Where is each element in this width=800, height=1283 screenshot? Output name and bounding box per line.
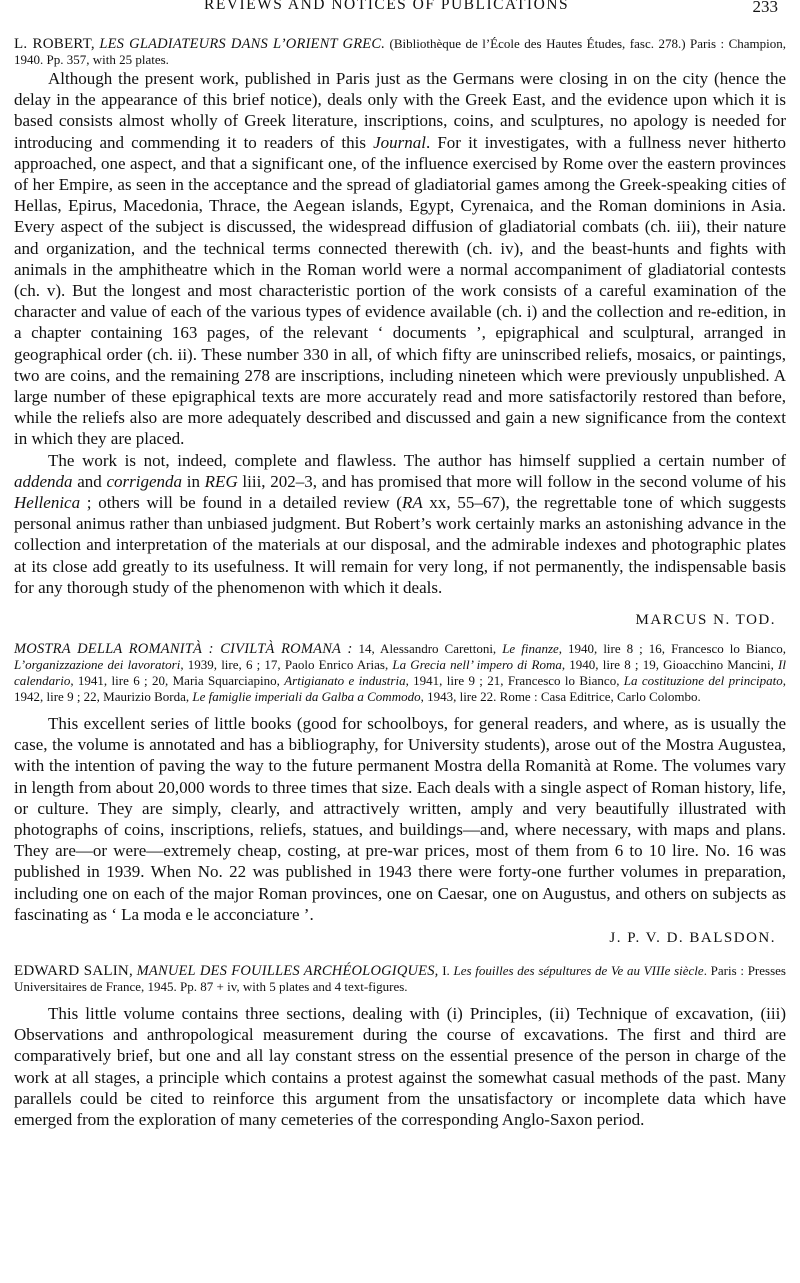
book-author: EDWARD SALIN, — [14, 963, 133, 979]
review-paragraph: This excellent series of little books (good for schoolboys, for general readers, and where, as is usually the case, the volume is annotated and has a bibliography, for University students), arose out of the Mostra Augustea, with the intention of paving the way to the future permanent Mostra della Romanità at Rome. The volumes vary in length from about 20,000 words to three times that size. Each deals with a single aspect of Roman history, life, or culture. They are simply, clearly, and attractively written, amply and very beautifully illustrated with photographs of coins, inscriptions, reliefs, statues, and buildings—and, where necessary, with maps and plans. They are—or were—extremely cheap, costing, at pre-war prices, most of them from 6 to 10 lire. No. 16 was published in 1939. When No. 22 was published in 1943 there were forty-one further volumes in preparation, including one on each of the major Roman provinces, one on Caesar, one on Augustus, and others on subjects as fascinating as ‘ La moda e le acconciature ’. — [14, 714, 786, 924]
series-title: MOSTRA DELLA ROMANITÀ : CIVILTÀ ROMANA : — [14, 641, 353, 657]
reviewer-signature: MARCUS N. TOD. — [635, 612, 776, 628]
book-subtitle: Les fouilles des sépultures de Ve au VIIIe siècle — [453, 963, 704, 978]
running-title: REVIEWS AND NOTICES OF PUBLICATIONS — [204, 0, 570, 13]
review-paragraph: This little volume contains three sections, dealing with (i) Principles, (ii) Technique of excavation, (iii) Observations and anthropological measurement during the course of excavations. The first and third are comparatively brief, but one and all lay constant stress on the essential presence of the person in charge of the work at all stages, a principle which contains a protest against the somewhat casual methods of the past. Many parallels could be cited to reinforce this argument from the unsatisfactory or incomplete data which have emerged from the exploration of many cemeteries of the corresponding Anglo-Saxon period. — [14, 1004, 786, 1130]
page-number: 233 — [752, 0, 778, 16]
bibliographic-heading: EDWARD SALIN, MANUEL DES FOUILLES ARCHÉOLOGIQUES, I. Les fouilles des sépultures de Ve au VIIIe siècle. Paris : Presses Universitaires de France, 1945. Pp. 87 + iv, with 5 plates and 4 text-figures. — [14, 963, 786, 994]
review-salin — [14, 963, 786, 1130]
running-header — [14, 0, 786, 22]
book-title: MANUEL DES FOUILLES ARCHÉOLOGIQUES, — [136, 963, 439, 979]
review-mostra — [14, 641, 786, 925]
book-details: . Paris : Presses Universitaires de France, 1945. Pp. 87 + iv, with 5 plates and 4 text-figures. — [14, 963, 786, 994]
review-paragraph: Although the present work, published in Paris just as the Germans were closing in on the city (hence the delay in the appearance of this brief notice), deals only with the Greek East, and the evidence upon which it is based consists almost wholly of Greek literature, inscriptions, coins, and sculptures, no apology is needed for introducing and commending it to readers of this Journal. For it investigates, with a fullness never hitherto approached, one aspect, and that a significant one, of the influence exercised by Rome over the eastern provinces of her Empire, as seen in the acceptance and the spread of gladiatorial games among the Greek-speaking cities of Hellas, Epirus, Macedonia, Thrace, the Aegean islands, Egypt, Cyrenaica, and the Roman dominions in Asia. Every aspect of the subject is discussed, the widespread diffusion of gladiatorial combats (ch. iii), their nature and organization, and the technical terms connected therewith (ch. iv), and the beast-hunts and fights with animals in the amphitheatre which in the Roman world were a normal accompaniment of gladiatorial contests (ch. v). But the longest and most characteristic portion of the work consists of a careful examination of the character and value of each of the various types of evidence available (ch. i) and the collection and re-edition, in a chapter containing 163 pages, of the relevant ‘ documents ’, epigraphical and sculptural, arranged in geographical order (ch. ii). These number 330 in all, of which fifty are uninscribed reliefs, mosaics, or paintings, two are coins, and the remaining 278 are inscriptions, including nineteen which were previously unpublished. A large number of these epigraphical texts are more accurately read and more satisfactorily restored than before, while the reliefs also are more adequately described and discussed and gain a new significance from the context in which they are placed. — [14, 69, 786, 449]
review-paragraph: The work is not, indeed, complete and flawless. The author has himself supplied a certain number of addenda and corrigenda in REG liii, 202–3, and has promised that more will follow in the second volume of his Hellenica ; others will be found in a detailed review (RA xx, 55–67), the regrettable tone of which suggests personal animus rather than unbiased judgment. But Robert’s work certainly marks an astonishing advance in the collection and interpretation of the materials at our disposal, and the admirable indexes and photographic plates at its close add greatly to its usefulness. It will remain for very long, if not permanently, the indispensable basis for any thorough study of the phenomenon with which it deals. — [14, 450, 787, 597]
bibliographic-heading — [14, 36, 786, 68]
bibliographic-heading: MOSTRA DELLA ROMANITÀ : CIVILTÀ ROMANA : 14, Alessandro Carettoni, Le finanze, 1940, lire 8 ; 16, Francesco lo Bianco, L’organizzazione dei lavoratori, 1939, lire, 6 ; 17, Paolo Enrico Arias, La Grecia nell’ impero di Roma, 1940, lire 8 ; 19, Gioacchino Mancini, Il calendario, 1941, lire 6 ; 20, Maria Squarciapino, Artigianato e industria, 1941, lire 9 ; 21, Francesco lo Bianco, La costituzione del principato, 1942, lire 9 ; 22, Maurizio Borda, Le famiglie imperiali da Galba a Commodo, 1943, lire 22. Rome : Casa Editrice, Carlo Colombo. — [14, 641, 786, 704]
book-author: L. ROBERT, — [14, 36, 95, 52]
review-robert — [14, 36, 786, 598]
journal-page — [14, 0, 786, 1283]
book-title: LES GLADIATEURS DANS L’ORIENT GREC. — [99, 36, 386, 52]
book-details: (Bibliothèque de l’École des Hautes Études, fasc. 278.) Paris : Champion, 1940. Pp. 357, with 25 plates. — [14, 36, 787, 67]
reviewer-signature: J. P. V. D. BALSDON. — [609, 930, 776, 946]
